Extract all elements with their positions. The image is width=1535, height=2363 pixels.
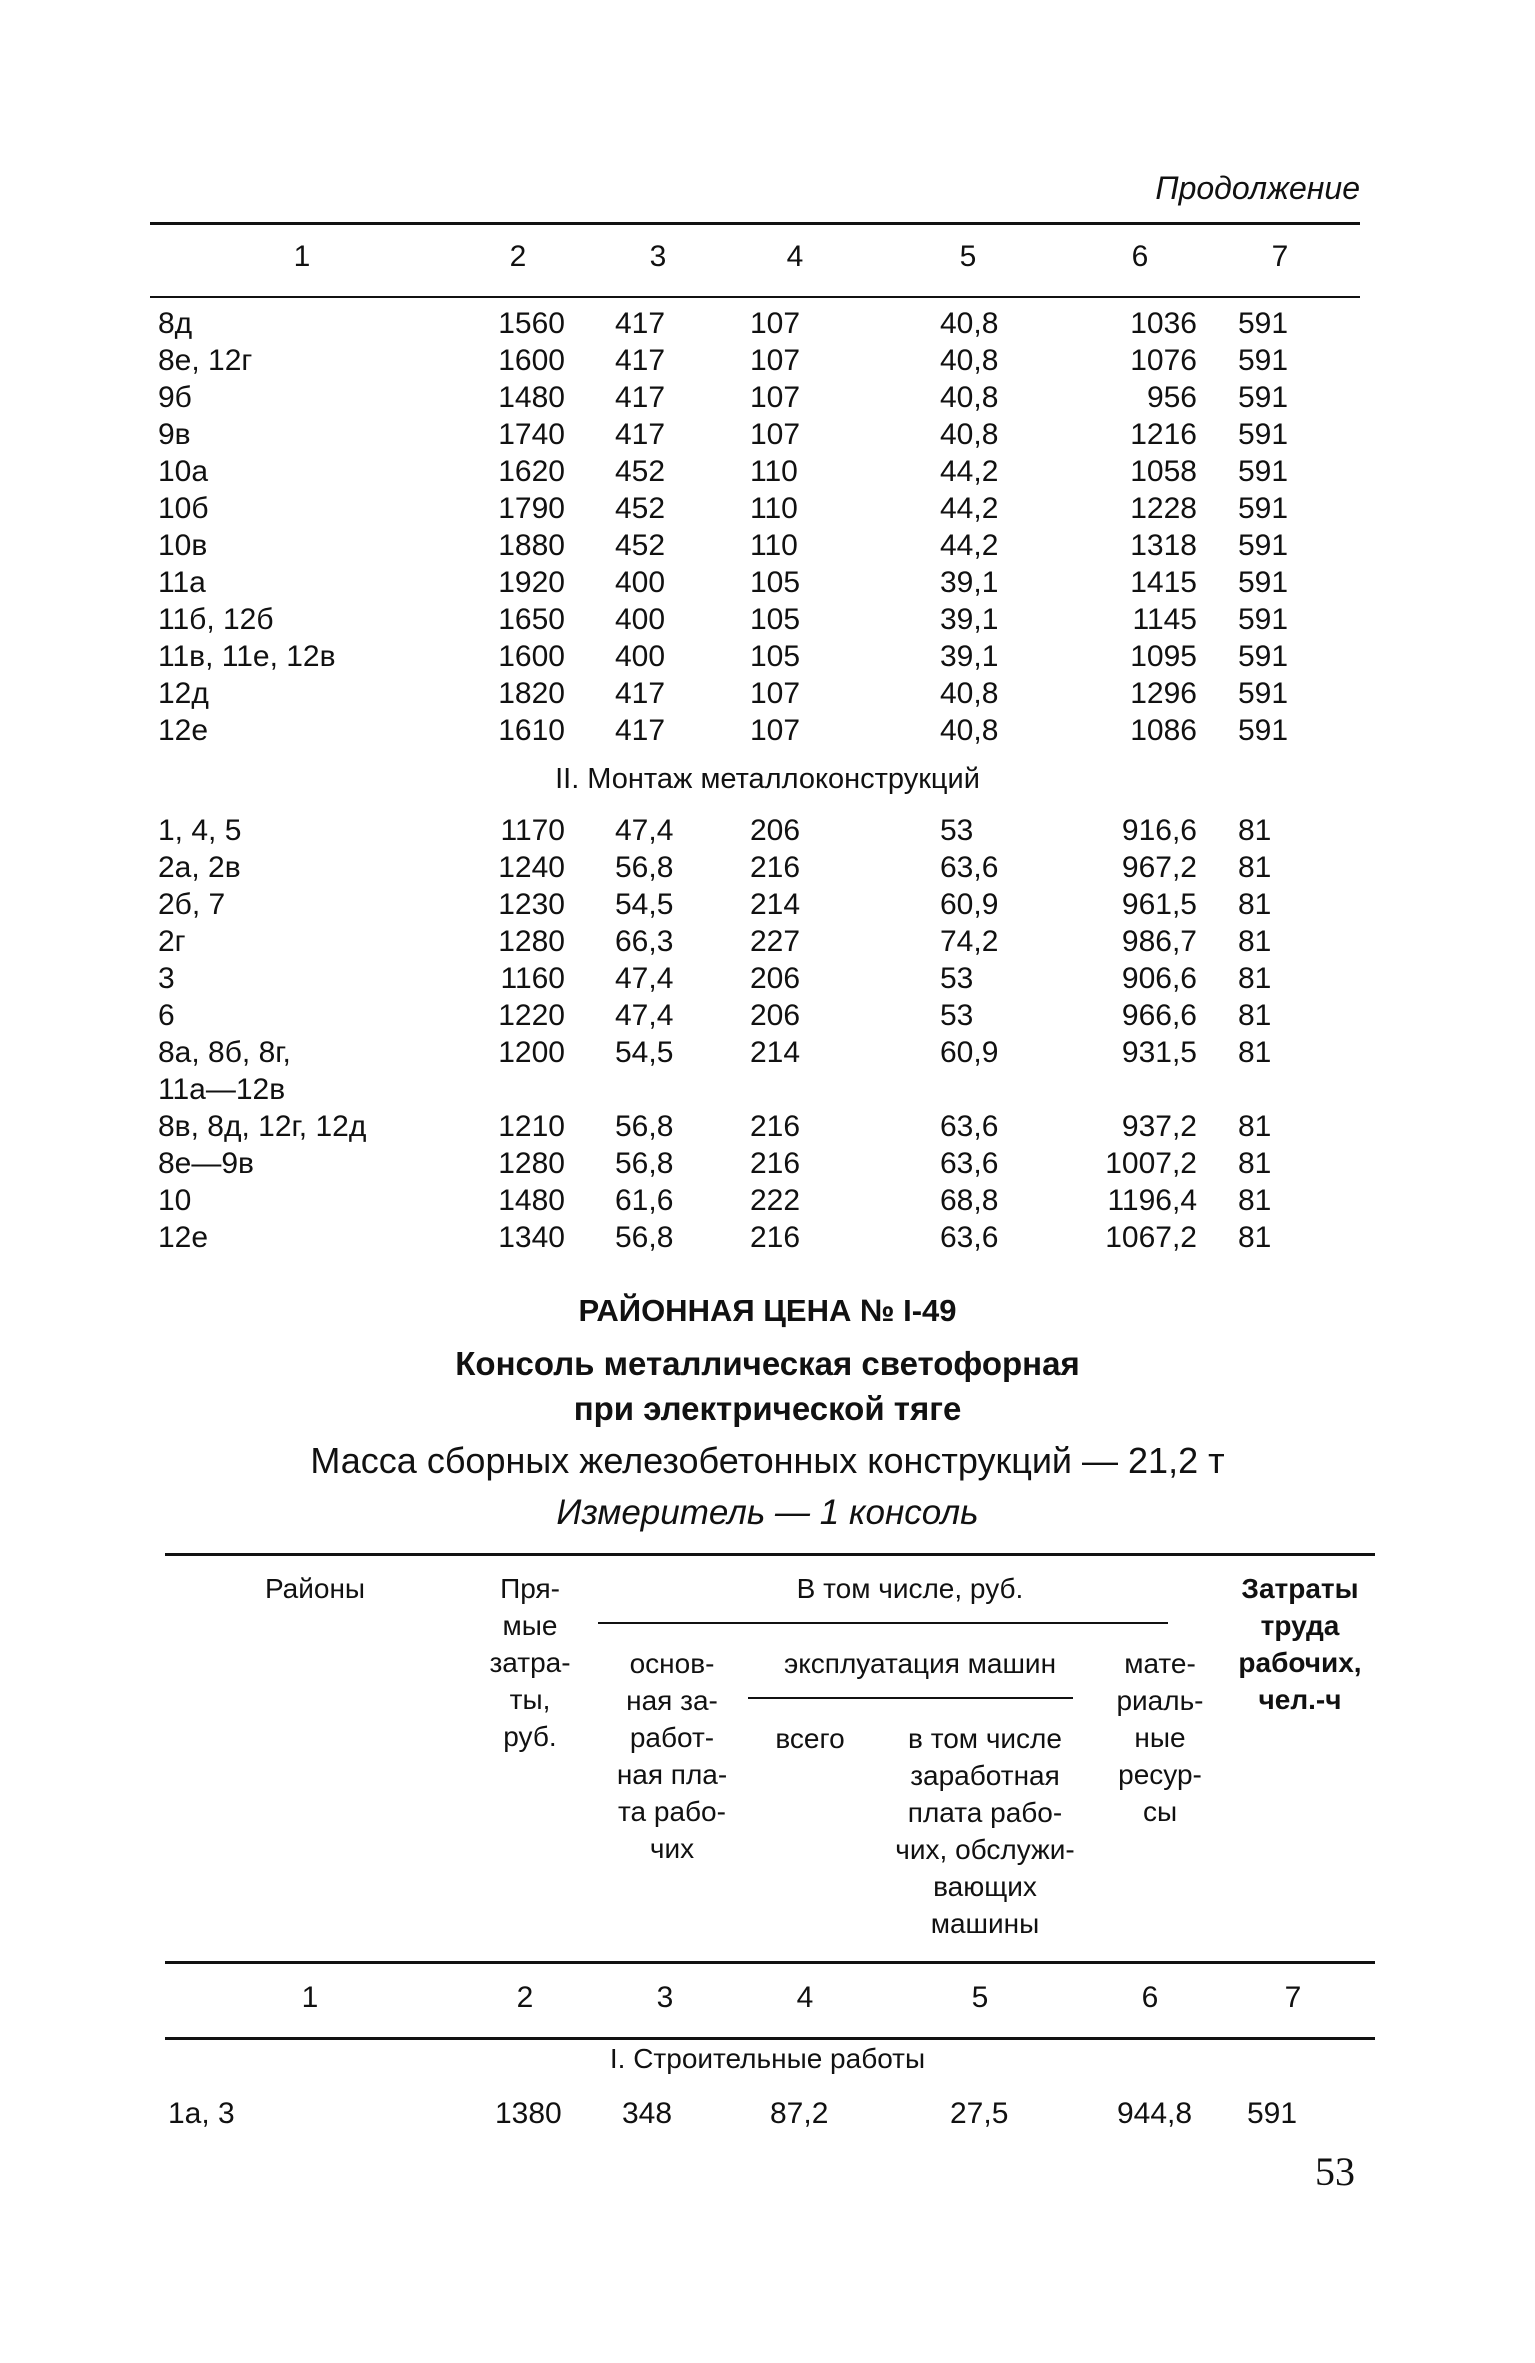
cell-labor: 591 [1238,307,1289,340]
table2-colnum: 4 [796,1981,814,2014]
cell-direct-costs: 1280 [498,925,565,958]
cell-materials: 1036 [1130,307,1197,340]
table1-colnum: 5 [959,240,977,273]
table2-numbers-rule [165,2037,1375,2040]
cell-district: 11в, 11е, 12в [158,640,336,673]
header-labor: Затраты труда рабочих, чел.-ч [1238,1573,1362,1715]
cell-materials: 956 [1146,381,1197,414]
cell-machine-wage: 60,9 [940,888,999,921]
cell-machine-wage: 63,6 [940,851,999,884]
cell-machines-total: 110 [750,529,798,562]
cell-direct-costs: 1600 [498,344,565,377]
cell-labor: 81 [1238,814,1272,847]
cell-labor: 591 [1238,455,1289,488]
cell-machine-wage: 63,6 [940,1110,999,1143]
cell-machines-total: 216 [750,1221,801,1254]
cell-materials: 1196,4 [1107,1184,1197,1217]
header-base-wage: основ- ная за- работ- ная пла- та рабо- чих [616,1648,728,1864]
cell-direct-costs: 1280 [498,1147,565,1180]
table-row [0,379,1535,416]
cell-machines-total: 107 [750,677,801,710]
cell-district: 8е, 12г [158,344,253,377]
cell-labor: 81 [1238,1147,1272,1180]
cell-district: 2а, 2в [158,851,241,884]
cell-base-wage: 47,4 [615,999,674,1032]
cell-district: 8а, 8б, 8г, [158,1036,291,1069]
cell-materials: 986,7 [1121,925,1197,958]
table-row [0,564,1535,601]
table-row [0,886,1535,923]
meter-line: Измеритель — 1 консоль [556,1493,979,1532]
cell-base-wage: 56,8 [615,1221,674,1254]
cell-district: 3 [158,962,175,995]
mass-line: Масса сборных железобетонных конструкций — 21,2 т [310,1440,1225,1481]
cell-machine-wage: 39,1 [940,566,999,599]
cell-base-wage: 47,4 [615,962,674,995]
table-row [0,960,1535,997]
cell-base-wage: 400 [615,640,666,673]
cell-machine-wage: 40,8 [940,381,999,414]
price-subtitle-line2: при электрической тяге [573,1390,962,1427]
table2-top-rule [165,1553,1375,1556]
price-title: РАЙОННАЯ ЦЕНА № I-49 [578,1293,957,1328]
cell-materials: 1076 [1130,344,1197,377]
cell-district: 9б [158,381,192,414]
table1-colnum: 2 [509,240,527,273]
cell-machine-wage: 63,6 [940,1147,999,1180]
cell-machine-wage: 53 [940,962,974,995]
table-row [0,712,1535,749]
table-row [0,923,1535,960]
cell-labor: 81 [1238,851,1272,884]
table-row [0,997,1535,1034]
cell-materials: 1228 [1130,492,1197,525]
cell-materials: 916,6 [1121,814,1197,847]
cell-materials: 1145 [1132,603,1197,636]
cell-district: 11б, 12б [158,603,274,636]
table-row [0,1034,1535,1071]
cell-district: 8д [158,307,193,340]
cell-labor: 591 [1238,714,1289,747]
cell-direct-costs: 1650 [498,603,565,636]
cell-machines-total: 216 [750,1147,801,1180]
cell-district: 2б, 7 [158,888,226,921]
cell-machines-total: 222 [750,1184,801,1217]
continuation-label: Продолжение [1155,170,1360,206]
cell-base-wage: 417 [615,381,666,414]
cell-base-wage: 417 [615,418,666,451]
cell-base-wage: 417 [615,344,666,377]
cell-base-wage: 417 [615,714,666,747]
cell-direct-costs: 1480 [498,381,565,414]
cell-district: 8е—9в [158,1147,254,1180]
cell-direct-costs: 1620 [498,455,565,488]
cell-labor: 591 [1238,381,1289,414]
table-row [0,638,1535,675]
table-row [0,849,1535,886]
cell-machine-wage: 39,1 [940,640,999,673]
cell-machines-total: 107 [750,307,801,340]
cell-machine-wage: 60,9 [940,1036,999,1069]
header-machine-operation: эксплуатация машин [783,1648,1057,1679]
section-title-construction: I. Строительные работы [609,2043,926,2074]
cell-base-wage: 56,8 [615,1147,674,1180]
table2-colnum: 7 [1284,1981,1302,2014]
cell-district: 8в, 8д, 12г, 12д [158,1110,367,1143]
table-row [0,1182,1535,1219]
cell-district: 6 [158,999,175,1032]
cell-machines-total: 105 [750,640,801,673]
table-row [0,527,1535,564]
cell-labor: 591 [1247,2097,1298,2130]
cell-labor: 591 [1238,529,1289,562]
table1-header-rule [150,296,1360,298]
cell-machine-wage: 44,2 [940,455,999,488]
table1-colnum: 6 [1131,240,1149,273]
cell-labor: 591 [1238,418,1289,451]
table-row [0,342,1535,379]
cell-machine-wage: 74,2 [940,925,999,958]
cell-materials: 931,5 [1121,1036,1197,1069]
cell-district: 9в [158,418,191,451]
header-regions: Районы [264,1573,366,1604]
cell-district: 12е [158,714,209,747]
cell-materials: 1296 [1130,677,1197,710]
cell-base-wage: 417 [615,677,666,710]
header-direct-costs: Пря- мые затра- ты, руб. [489,1573,571,1752]
cell-machines-total: 110 [750,455,798,488]
cell-direct-costs: 1480 [498,1184,565,1217]
cell-labor: 81 [1238,999,1272,1032]
table2-colnum: 2 [516,1981,534,2014]
cell-materials: 1318 [1130,529,1197,562]
cell-materials: 1058 [1130,455,1197,488]
cell-machines-total: 206 [750,962,801,995]
table-row [0,416,1535,453]
header-rule-including [598,1622,1168,1624]
cell-machines-total: 216 [750,1110,801,1143]
table-row [0,453,1535,490]
cell-direct-costs: 1200 [498,1036,565,1069]
table-row [0,2095,1535,2132]
cell-machine-wage: 44,2 [940,492,999,525]
table-row [0,490,1535,527]
cell-labor: 81 [1238,888,1272,921]
cell-materials: 1067,2 [1105,1221,1197,1254]
cell-machine-wage: 39,1 [940,603,999,636]
cell-direct-costs: 1560 [498,307,565,340]
cell-machines-total: 107 [750,714,801,747]
cell-materials: 966,6 [1121,999,1197,1032]
cell-base-wage: 400 [615,566,666,599]
cell-labor: 81 [1238,1110,1272,1143]
header-machine-wage: в том числе заработная плата рабо- чих, обслужи- вающих машины [895,1723,1075,1939]
cell-machine-wage: 40,8 [940,714,999,747]
cell-district: 2г [158,925,186,958]
cell-materials: 906,6 [1121,962,1197,995]
cell-machines-total: 87,2 [770,2097,829,2130]
cell-materials: 944,8 [1117,2097,1193,2130]
cell-machines-total: 105 [750,566,801,599]
cell-labor: 591 [1238,492,1289,525]
cell-direct-costs: 1340 [498,1221,565,1254]
cell-base-wage: 452 [615,492,666,525]
cell-direct-costs: 1210 [498,1110,565,1143]
cell-district: 11а [158,566,206,599]
section-title-installation: II. Монтаж металлоконструкций [555,763,980,795]
table1-colnum: 4 [786,240,804,273]
cell-direct-costs: 1170 [500,814,565,847]
cell-base-wage: 452 [615,455,666,488]
cell-materials: 1415 [1130,566,1197,599]
cell-machine-wage: 40,8 [940,344,999,377]
header-machines-total: всего [775,1723,845,1754]
cell-machines-total: 214 [750,1036,801,1069]
cell-machine-wage: 63,6 [940,1221,999,1254]
cell-district: 10 [158,1184,192,1217]
cell-materials: 1007,2 [1105,1147,1197,1180]
cell-direct-costs: 1790 [498,492,565,525]
cell-machine-wage: 68,8 [940,1184,999,1217]
cell-direct-costs: 1600 [498,640,565,673]
cell-district: 10в [158,529,208,562]
cell-machines-total: 227 [750,925,801,958]
cell-base-wage: 66,3 [615,925,674,958]
cell-labor: 81 [1238,1036,1272,1069]
cell-machine-wage: 40,8 [940,677,999,710]
cell-machines-total: 107 [750,344,801,377]
cell-labor: 81 [1238,1184,1272,1217]
table2-colnum: 1 [301,1981,319,2014]
cell-machines-total: 110 [750,492,798,525]
table-row [0,675,1535,712]
cell-labor: 81 [1238,962,1272,995]
cell-machines-total: 216 [750,851,801,884]
cell-labor: 591 [1238,344,1289,377]
table1-colnum: 3 [649,240,667,273]
cell-labor: 591 [1238,566,1289,599]
cell-base-wage: 400 [615,603,666,636]
cell-base-wage: 61,6 [615,1184,674,1217]
table-row [0,812,1535,849]
cell-labor: 591 [1238,677,1289,710]
cell-labor: 591 [1238,640,1289,673]
cell-materials: 937,2 [1121,1110,1197,1143]
cell-machine-wage: 53 [940,999,974,1032]
cell-machine-wage: 40,8 [940,418,999,451]
cell-machines-total: 107 [750,381,801,414]
cell-direct-costs: 1610 [498,714,565,747]
cell-materials: 961,5 [1121,888,1197,921]
cell-base-wage: 348 [622,2097,673,2130]
cell-base-wage: 56,8 [615,1110,674,1143]
page-number: 53 [1315,2149,1355,2194]
header-rule-machines [748,1697,1073,1699]
price-subtitle-line1: Консоль металлическая светофорная [455,1345,1080,1382]
table1-colnum: 7 [1271,240,1289,273]
table-row [0,1071,1535,1108]
cell-labor: 81 [1238,925,1272,958]
cell-direct-costs: 1220 [498,999,565,1032]
table1-colnum: 1 [293,240,311,273]
header-including: В том числе, руб. [796,1573,1024,1604]
cell-machines-total: 206 [750,999,801,1032]
cell-machine-wage: 40,8 [940,307,999,340]
cell-base-wage: 54,5 [615,1036,674,1069]
cell-direct-costs: 1230 [498,888,565,921]
cell-machine-wage: 27,5 [950,2097,1009,2130]
cell-base-wage: 54,5 [615,888,674,921]
table2-colnum: 6 [1141,1981,1159,2014]
cell-district: 12д [158,677,209,710]
cell-base-wage: 56,8 [615,851,674,884]
cell-labor: 591 [1238,603,1289,636]
cell-machine-wage: 44,2 [940,529,999,562]
cell-materials: 1216 [1130,418,1197,451]
table1-top-rule [150,222,1360,225]
table2-colnum: 5 [971,1981,989,2014]
cell-district: 1а, 3 [168,2097,235,2130]
cell-direct-costs: 1160 [500,962,565,995]
table-row [0,601,1535,638]
table-row [0,305,1535,342]
table2-colnum: 3 [656,1981,674,2014]
cell-machines-total: 214 [750,888,801,921]
cell-district: 10б [158,492,209,525]
cell-district: 1, 4, 5 [158,814,242,847]
table2-header-rule [165,1961,1375,1964]
cell-direct-costs: 1820 [498,677,565,710]
cell-materials: 1095 [1130,640,1197,673]
cell-direct-costs: 1740 [498,418,565,451]
cell-direct-costs: 1380 [495,2097,562,2130]
cell-materials: 1086 [1130,714,1197,747]
table-row [0,1145,1535,1182]
cell-district: 12е [158,1221,209,1254]
cell-machines-total: 107 [750,418,801,451]
cell-base-wage: 452 [615,529,666,562]
cell-direct-costs: 1240 [498,851,565,884]
table-row [0,1108,1535,1145]
cell-machine-wage: 53 [940,814,974,847]
cell-machines-total: 206 [750,814,801,847]
cell-district: 11а—12в [158,1073,286,1106]
header-materials: мате- риаль- ные ресур- сы [1116,1648,1204,1827]
cell-base-wage: 417 [615,307,666,340]
cell-direct-costs: 1880 [498,529,565,562]
table-row [0,1219,1535,1256]
cell-district: 10а [158,455,209,488]
cell-machines-total: 105 [750,603,801,636]
cell-materials: 967,2 [1121,851,1197,884]
cell-labor: 81 [1238,1221,1272,1254]
cell-base-wage: 47,4 [615,814,674,847]
cell-direct-costs: 1920 [498,566,565,599]
